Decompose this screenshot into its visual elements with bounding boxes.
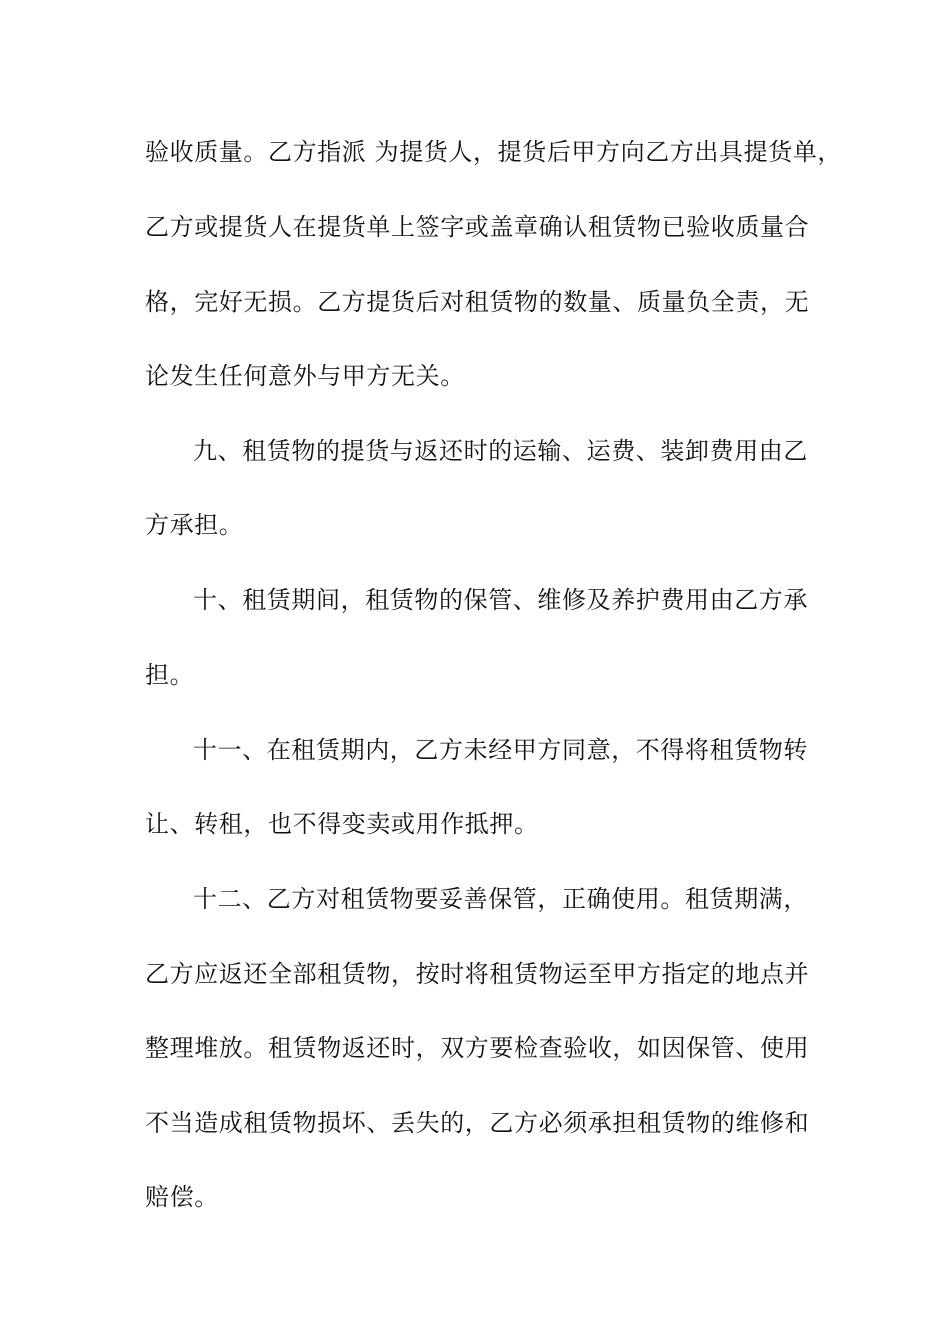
text-line: 格，完好无损。乙方提货后对租赁物的数量、质量负全责，无 [145,288,810,316]
text-line: 论发生任何意外与甲方无关。 [145,362,465,390]
text-line: 方承担。 [145,511,244,539]
clause-10-first-line: 十、租赁期间，租赁物的保管、维修及养护费用由乙方承 [193,586,808,614]
text-line: 乙方或提货人在提货单上签字或盖章确认租赁物已验收质量合 [145,213,810,241]
text-line: 不当造成租赁物损坏、丢失的，乙方必须承担租赁物的维修和 [145,1109,810,1137]
clause-9-first-line: 九、租赁物的提货与返还时的运输、运费、装卸费用由乙 [193,437,808,465]
text-line: 验收质量。乙方指派 为提货人，提货后甲方向乙方出具提货单， [145,138,843,166]
clause-11-first-line: 十一、在租赁期内，乙方未经甲方同意，不得将租赁物转 [193,736,808,764]
text-line: 赔偿。 [145,1183,219,1211]
text-line: 整理堆放。租赁物返还时，双方要检查验收，如因保管、使用 [145,1034,810,1062]
text-line: 让、转租，也不得变卖或用作抵押。 [145,810,539,838]
text-line: 担。 [145,661,195,689]
text-line: 乙方应返还全部租赁物，按时将租赁物运至甲方指定的地点并 [145,960,810,988]
clause-12-first-line: 十二、乙方对租赁物要妥善保管，正确使用。租赁期满， [193,885,808,913]
